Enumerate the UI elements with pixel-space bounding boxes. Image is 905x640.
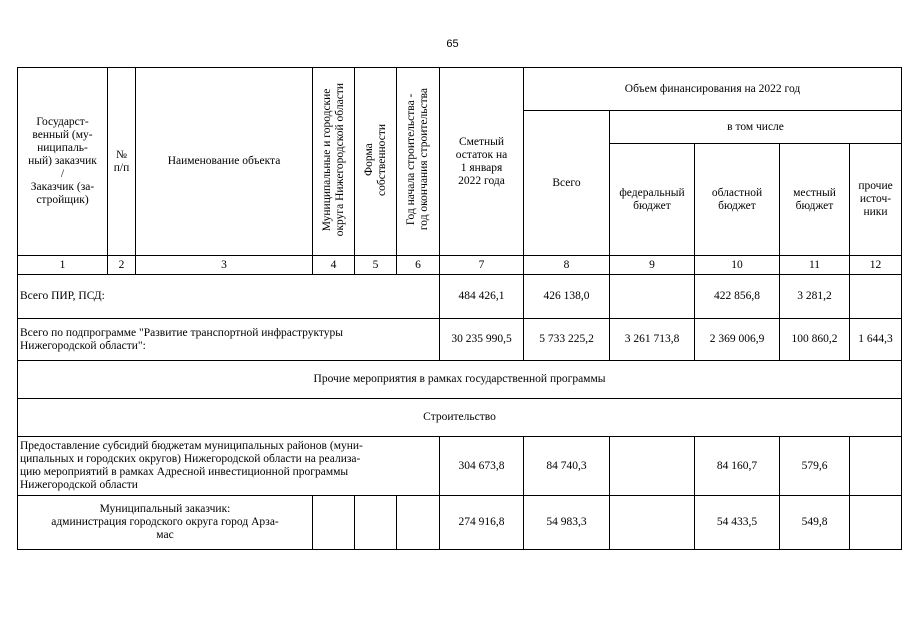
cell-total: 5 733 225,2 (524, 319, 610, 361)
col-number: 2 (108, 256, 136, 275)
column-numbers-row (18, 256, 902, 275)
cell-balance: 30 235 990,5 (440, 319, 524, 361)
cell-total: 426 138,0 (524, 275, 610, 319)
header-federal: федеральный бюджет (610, 144, 695, 256)
header-local: местный бюджет (780, 144, 850, 256)
cell-local: 100 860,2 (780, 319, 850, 361)
col-number: 3 (136, 256, 313, 275)
header-including: в том числе (610, 111, 902, 144)
section-title: Прочие мероприятия в рамках государственной программы (18, 361, 902, 399)
cell-balance: 304 673,8 (440, 437, 524, 496)
header-balance: Сметный остаток на 1 января 2022 года (440, 68, 524, 256)
header-regional: областной бюджет (695, 144, 780, 256)
cell-regional: 54 433,5 (695, 496, 780, 550)
row-label: Всего по подпрограмме "Развитие транспортной инфраструктуры Нижегородской области": (18, 319, 440, 361)
table-row (18, 319, 902, 361)
financing-table (17, 67, 902, 550)
cell-federal (610, 275, 695, 319)
table-row (18, 437, 902, 496)
col-number: 7 (440, 256, 524, 275)
cell-local: 549,8 (780, 496, 850, 550)
table-row (18, 496, 902, 550)
cell-total: 84 740,3 (524, 437, 610, 496)
cell-balance: 484 426,1 (440, 275, 524, 319)
header-total: Всего (524, 111, 610, 256)
header-years: Год начала строительства - год окончания строительства (397, 68, 440, 256)
cell-local: 579,6 (780, 437, 850, 496)
header-name: Наименование объекта (136, 68, 313, 256)
header-other: прочие источ- ники (850, 144, 902, 256)
page-number: 65 (446, 38, 459, 50)
row-label: Предоставление субсидий бюджетам муниципальных районов (муни- ципальных и городских округов) Нижегородской области на реализа- цию мероприятий в рамках Адресной инвестиционной программы Нижегородской области (18, 437, 440, 496)
row-label: Муниципальный заказчик: администрация городского округа город Арза- мас (18, 496, 313, 550)
cell-federal (610, 496, 695, 550)
cell-other (850, 275, 902, 319)
cell-ownership (355, 496, 397, 550)
cell-federal (610, 437, 695, 496)
col-number: 11 (780, 256, 850, 275)
row-label: Всего ПИР, ПСД: (18, 275, 440, 319)
cell-local: 3 281,2 (780, 275, 850, 319)
cell-total: 54 983,3 (524, 496, 610, 550)
cell-regional: 422 856,8 (695, 275, 780, 319)
col-number: 10 (695, 256, 780, 275)
header-num: № п/п (108, 68, 136, 256)
col-number: 8 (524, 256, 610, 275)
cell-regional: 84 160,7 (695, 437, 780, 496)
cell-balance: 274 916,8 (440, 496, 524, 550)
header-customer: Государст- венный (му- ниципаль- ный) заказчик / Заказчик (за- стройщик) (18, 68, 108, 256)
header-funding: Объем финансирования на 2022 год (524, 68, 902, 111)
col-number: 4 (313, 256, 355, 275)
section-row (18, 361, 902, 399)
cell-other: 1 644,3 (850, 319, 902, 361)
cell-other (850, 496, 902, 550)
cell-years (397, 496, 440, 550)
col-number: 5 (355, 256, 397, 275)
section-row (18, 399, 902, 437)
table-row (18, 275, 902, 319)
header-municipality: Муниципальные и городские округа Нижегородской области (313, 68, 355, 256)
section-title: Строительство (18, 399, 902, 437)
col-number: 9 (610, 256, 695, 275)
col-number: 6 (397, 256, 440, 275)
cell-other (850, 437, 902, 496)
cell-federal: 3 261 713,8 (610, 319, 695, 361)
header-ownership: Форма собственности (355, 68, 397, 256)
col-number: 12 (850, 256, 902, 275)
cell-municipality (313, 496, 355, 550)
cell-regional: 2 369 006,9 (695, 319, 780, 361)
col-number: 1 (18, 256, 108, 275)
